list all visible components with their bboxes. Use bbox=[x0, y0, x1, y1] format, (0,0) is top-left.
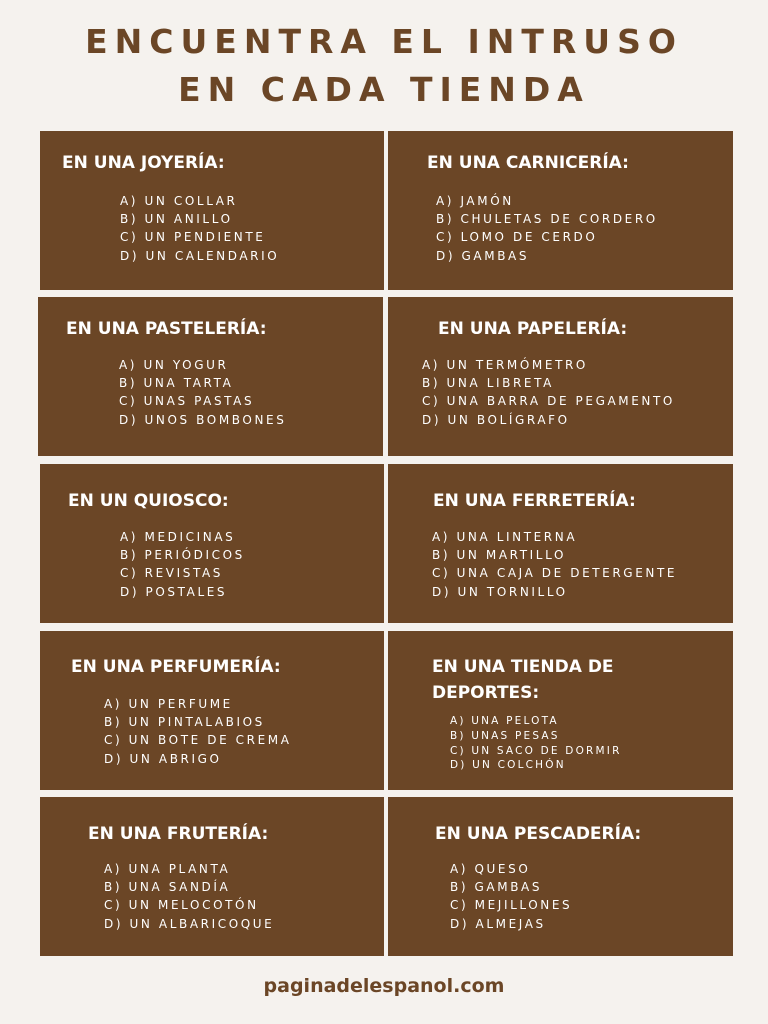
card-perfumeria bbox=[40, 631, 384, 790]
option-c: C) UN SACO DE DORMIR bbox=[450, 744, 622, 757]
option-list bbox=[432, 528, 677, 601]
card-title: EN UNA CARNICERÍA: bbox=[427, 153, 629, 173]
card-pescaderia bbox=[388, 797, 733, 956]
option-a: A) UN PERFUME bbox=[104, 697, 233, 711]
option-d: D) UN COLCHÓN bbox=[450, 759, 566, 772]
option-list bbox=[450, 860, 572, 933]
option-c: C) UN PENDIENTE bbox=[120, 230, 266, 245]
option-list bbox=[104, 695, 292, 768]
option-a: A) UNA LINTERNA bbox=[432, 530, 578, 544]
card-pasteleria bbox=[38, 297, 383, 456]
option-b: B) UN ANILLO bbox=[120, 212, 233, 227]
card-papeleria bbox=[388, 297, 733, 456]
option-d: D) ALMEJAS bbox=[450, 916, 546, 931]
card-title: EN UNA TIENDA DE DEPORTES: bbox=[432, 657, 614, 703]
option-d: D) UN BOLÍGRAFO bbox=[422, 412, 570, 427]
option-b: B) GAMBAS bbox=[450, 880, 543, 895]
option-c: C) UN BOTE DE CREMA bbox=[104, 733, 292, 748]
card-title: EN UNA JOYERÍA: bbox=[62, 153, 225, 173]
option-b: B) UNA SANDÍA bbox=[104, 880, 231, 895]
option-a: A) QUESO bbox=[450, 862, 531, 876]
card-title: EN UNA PAPELERÍA: bbox=[438, 319, 628, 339]
option-c: C) UNA BARRA DE PEGAMENTO bbox=[422, 394, 675, 409]
card-carniceria bbox=[388, 131, 733, 290]
option-a: A) UNA PELOTA bbox=[450, 715, 559, 727]
option-c: C) REVISTAS bbox=[120, 566, 223, 581]
option-list bbox=[120, 192, 279, 265]
option-a: A) JAMÓN bbox=[436, 194, 514, 208]
card-title: EN UNA FERRETERÍA: bbox=[433, 491, 636, 511]
option-a: A) UNA PLANTA bbox=[104, 862, 231, 876]
option-list bbox=[422, 356, 675, 429]
option-b: B) CHULETAS DE CORDERO bbox=[436, 212, 658, 227]
option-b: B) PERIÓDICOS bbox=[120, 548, 245, 563]
option-list bbox=[119, 356, 286, 429]
option-d: D) UN ABRIGO bbox=[104, 751, 222, 766]
option-b: B) UNA TARTA bbox=[119, 376, 234, 391]
page-title-line-2: EN CADA TIENDA bbox=[178, 70, 590, 109]
option-b: B) UNA LIBRETA bbox=[422, 376, 554, 391]
card-tienda-deportes bbox=[388, 631, 733, 790]
option-b: B) UN PINTALABIOS bbox=[104, 715, 265, 730]
card-title: EN UN QUIOSCO: bbox=[68, 491, 229, 511]
option-list bbox=[450, 714, 622, 773]
option-d: D) POSTALES bbox=[120, 584, 228, 599]
page-title-line-1: ENCUENTRA EL INTRUSO bbox=[85, 22, 683, 61]
card-fruteria bbox=[40, 797, 384, 956]
option-a: A) MEDICINAS bbox=[120, 530, 236, 544]
card-ferreteria bbox=[388, 464, 733, 623]
option-d: D) UN TORNILLO bbox=[432, 584, 568, 599]
option-c: C) UNA CAJA DE DETERGENTE bbox=[432, 566, 678, 581]
option-b: B) UNAS PESAS bbox=[450, 729, 560, 742]
card-title: EN UNA PERFUMERÍA: bbox=[71, 657, 281, 677]
option-a: A) UN COLLAR bbox=[120, 194, 238, 208]
option-list bbox=[104, 860, 274, 933]
card-title: EN UNA FRUTERÍA: bbox=[88, 824, 269, 844]
option-a: A) UN TERMÓMETRO bbox=[422, 358, 588, 372]
option-list bbox=[120, 528, 245, 601]
option-d: D) UNOS BOMBONES bbox=[119, 412, 287, 427]
option-b: B) UN MARTILLO bbox=[432, 548, 566, 563]
option-c: C) MEJILLONES bbox=[450, 898, 573, 913]
option-d: D) UN ALBARICOQUE bbox=[104, 916, 275, 931]
card-joyeria bbox=[40, 131, 384, 290]
website-link[interactable]: paginadelespanol.com bbox=[263, 975, 505, 997]
option-c: C) UNAS PASTAS bbox=[119, 394, 255, 409]
option-d: D) GAMBAS bbox=[436, 248, 530, 263]
option-c: C) LOMO DE CERDO bbox=[436, 230, 598, 245]
option-list bbox=[436, 192, 658, 265]
card-title: EN UNA PASTELERÍA: bbox=[66, 319, 267, 339]
option-a: A) UN YOGUR bbox=[119, 358, 229, 372]
option-c: C) UN MELOCOTÓN bbox=[104, 898, 259, 913]
card-title: EN UNA PESCADERÍA: bbox=[435, 824, 642, 844]
option-d: D) UN CALENDARIO bbox=[120, 248, 280, 263]
card-quiosco bbox=[40, 464, 384, 623]
